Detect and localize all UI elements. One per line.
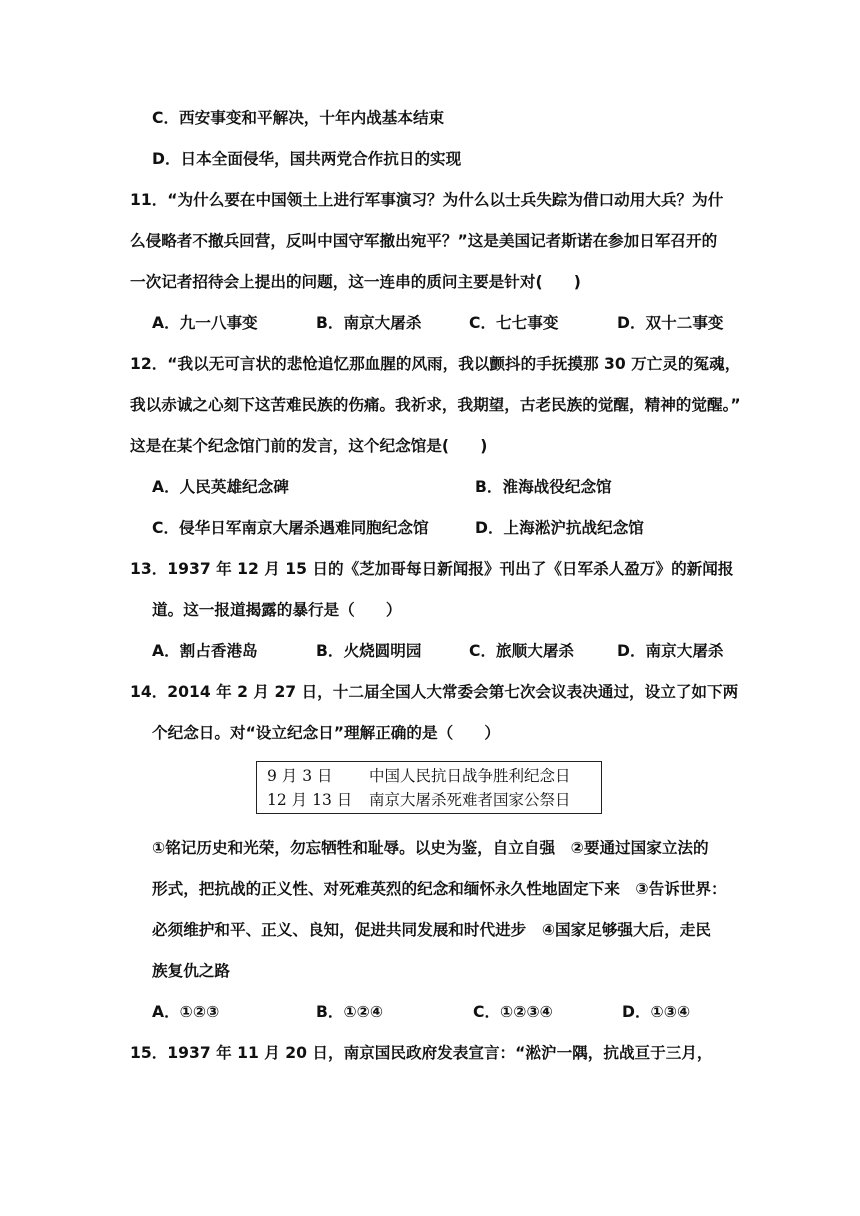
q14-stem-line-1: 14．2014 年 2 月 27 日，十二届全国人大常委会第七次会议表决通过，设立了如下两: [130, 683, 739, 701]
q14-statements-line-4: 族复仇之路: [152, 962, 230, 980]
memorial-row: [257, 764, 601, 788]
q10-option-d: D．日本全面侵华，国共两党合作抗日的实现: [152, 150, 462, 168]
q13-option-c: C．旅顺大屠杀: [469, 642, 575, 660]
memorial-row: [257, 788, 601, 812]
q12-option-a: A．人民英雄纪念碑: [152, 478, 289, 496]
q13-option-d: D．南京大屠杀: [617, 642, 724, 660]
memorial-event: 中国人民抗日战争胜利纪念日: [369, 767, 571, 785]
memorial-days-table: [256, 761, 602, 814]
q14-option-a: A．①②③: [152, 1003, 220, 1021]
q14-option-d: D．①③④: [622, 1003, 691, 1021]
q14-option-c: C．①②③④: [473, 1003, 553, 1021]
q12-stem-line-1: 12．“我以无可言状的悲怆追忆那血腥的风雨，我以颤抖的手抚摸那 30 万亡灵的冤魂，: [130, 355, 741, 373]
q13-option-b: B．火烧圆明园: [316, 642, 422, 660]
q14-statements-line-2: 形式，把抗战的正义性、对死难英烈的纪念和缅怀永久性地固定下来 ③告诉世界：: [152, 880, 727, 898]
q13-stem-line-2: 道。这一报道揭露的暴行是（ ）: [152, 601, 402, 619]
q11-option-b: B．南京大屠杀: [316, 314, 422, 332]
q10-option-c: C．西安事变和平解决，十年内战基本结束: [152, 109, 445, 127]
memorial-date: 12 月 13 日: [267, 791, 353, 809]
q12-stem-line-2: 我以赤诚之心刻下这苦难民族的伤痛。我祈求，我期望，古老民族的觉醒，精神的觉醒。”: [130, 396, 741, 414]
q11-option-c: C．七七事变: [469, 314, 559, 332]
memorial-date: 9 月 3 日: [267, 767, 333, 785]
q13-option-a: A．割占香港岛: [152, 642, 258, 660]
q15-stem-line-1: 15．1937 年 11 月 20 日，南京国民政府发表宣言：“淞沪一隅，抗战亘于三月，: [130, 1044, 713, 1062]
q11-stem-line-3: 一次记者招待会上提出的问题，这一连串的质问主要是针对( ): [130, 273, 581, 291]
q12-option-d: D．上海淞沪抗战纪念馆: [475, 519, 644, 537]
q14-stem-line-2: 个纪念日。对“设立纪念日”理解正确的是（ ）: [152, 724, 500, 742]
q12-option-c: C．侵华日军南京大屠杀遇难同胞纪念馆: [152, 519, 429, 537]
q12-stem-line-3: 这是在某个纪念馆门前的发言，这个纪念馆是( ): [130, 437, 488, 455]
q14-option-b: B．①②④: [316, 1003, 384, 1021]
q11-option-a: A．九一八事变: [152, 314, 258, 332]
q14-statements-line-3: 必须维护和平、正义、良知，促进共同发展和时代进步 ④国家足够强大后，走民: [152, 921, 711, 939]
q12-option-b: B．淮海战役纪念馆: [475, 478, 612, 496]
q11-option-d: D．双十二事变: [617, 314, 724, 332]
memorial-event: 南京大屠杀死难者国家公祭日: [369, 791, 571, 809]
q11-stem-line-2: 么侵略者不撤兵回营，反叫中国守军撤出宛平？”这是美国记者斯诺在参加日军召开的: [130, 232, 718, 250]
q13-stem-line-1: 13．1937 年 12 月 15 日的《芝加哥每日新闻报》刊出了《日军杀人盈万》的新闻报: [130, 560, 734, 578]
q14-statements-line-1: ①铭记历史和光荣，勿忘牺牲和耻辱。以史为鉴，自立自强 ②要通过国家立法的: [152, 839, 709, 857]
q11-stem-line-1: 11．“为什么要在中国领土上进行军事演习？为什么以士兵失踪为借口动用大兵？为什: [130, 191, 724, 209]
